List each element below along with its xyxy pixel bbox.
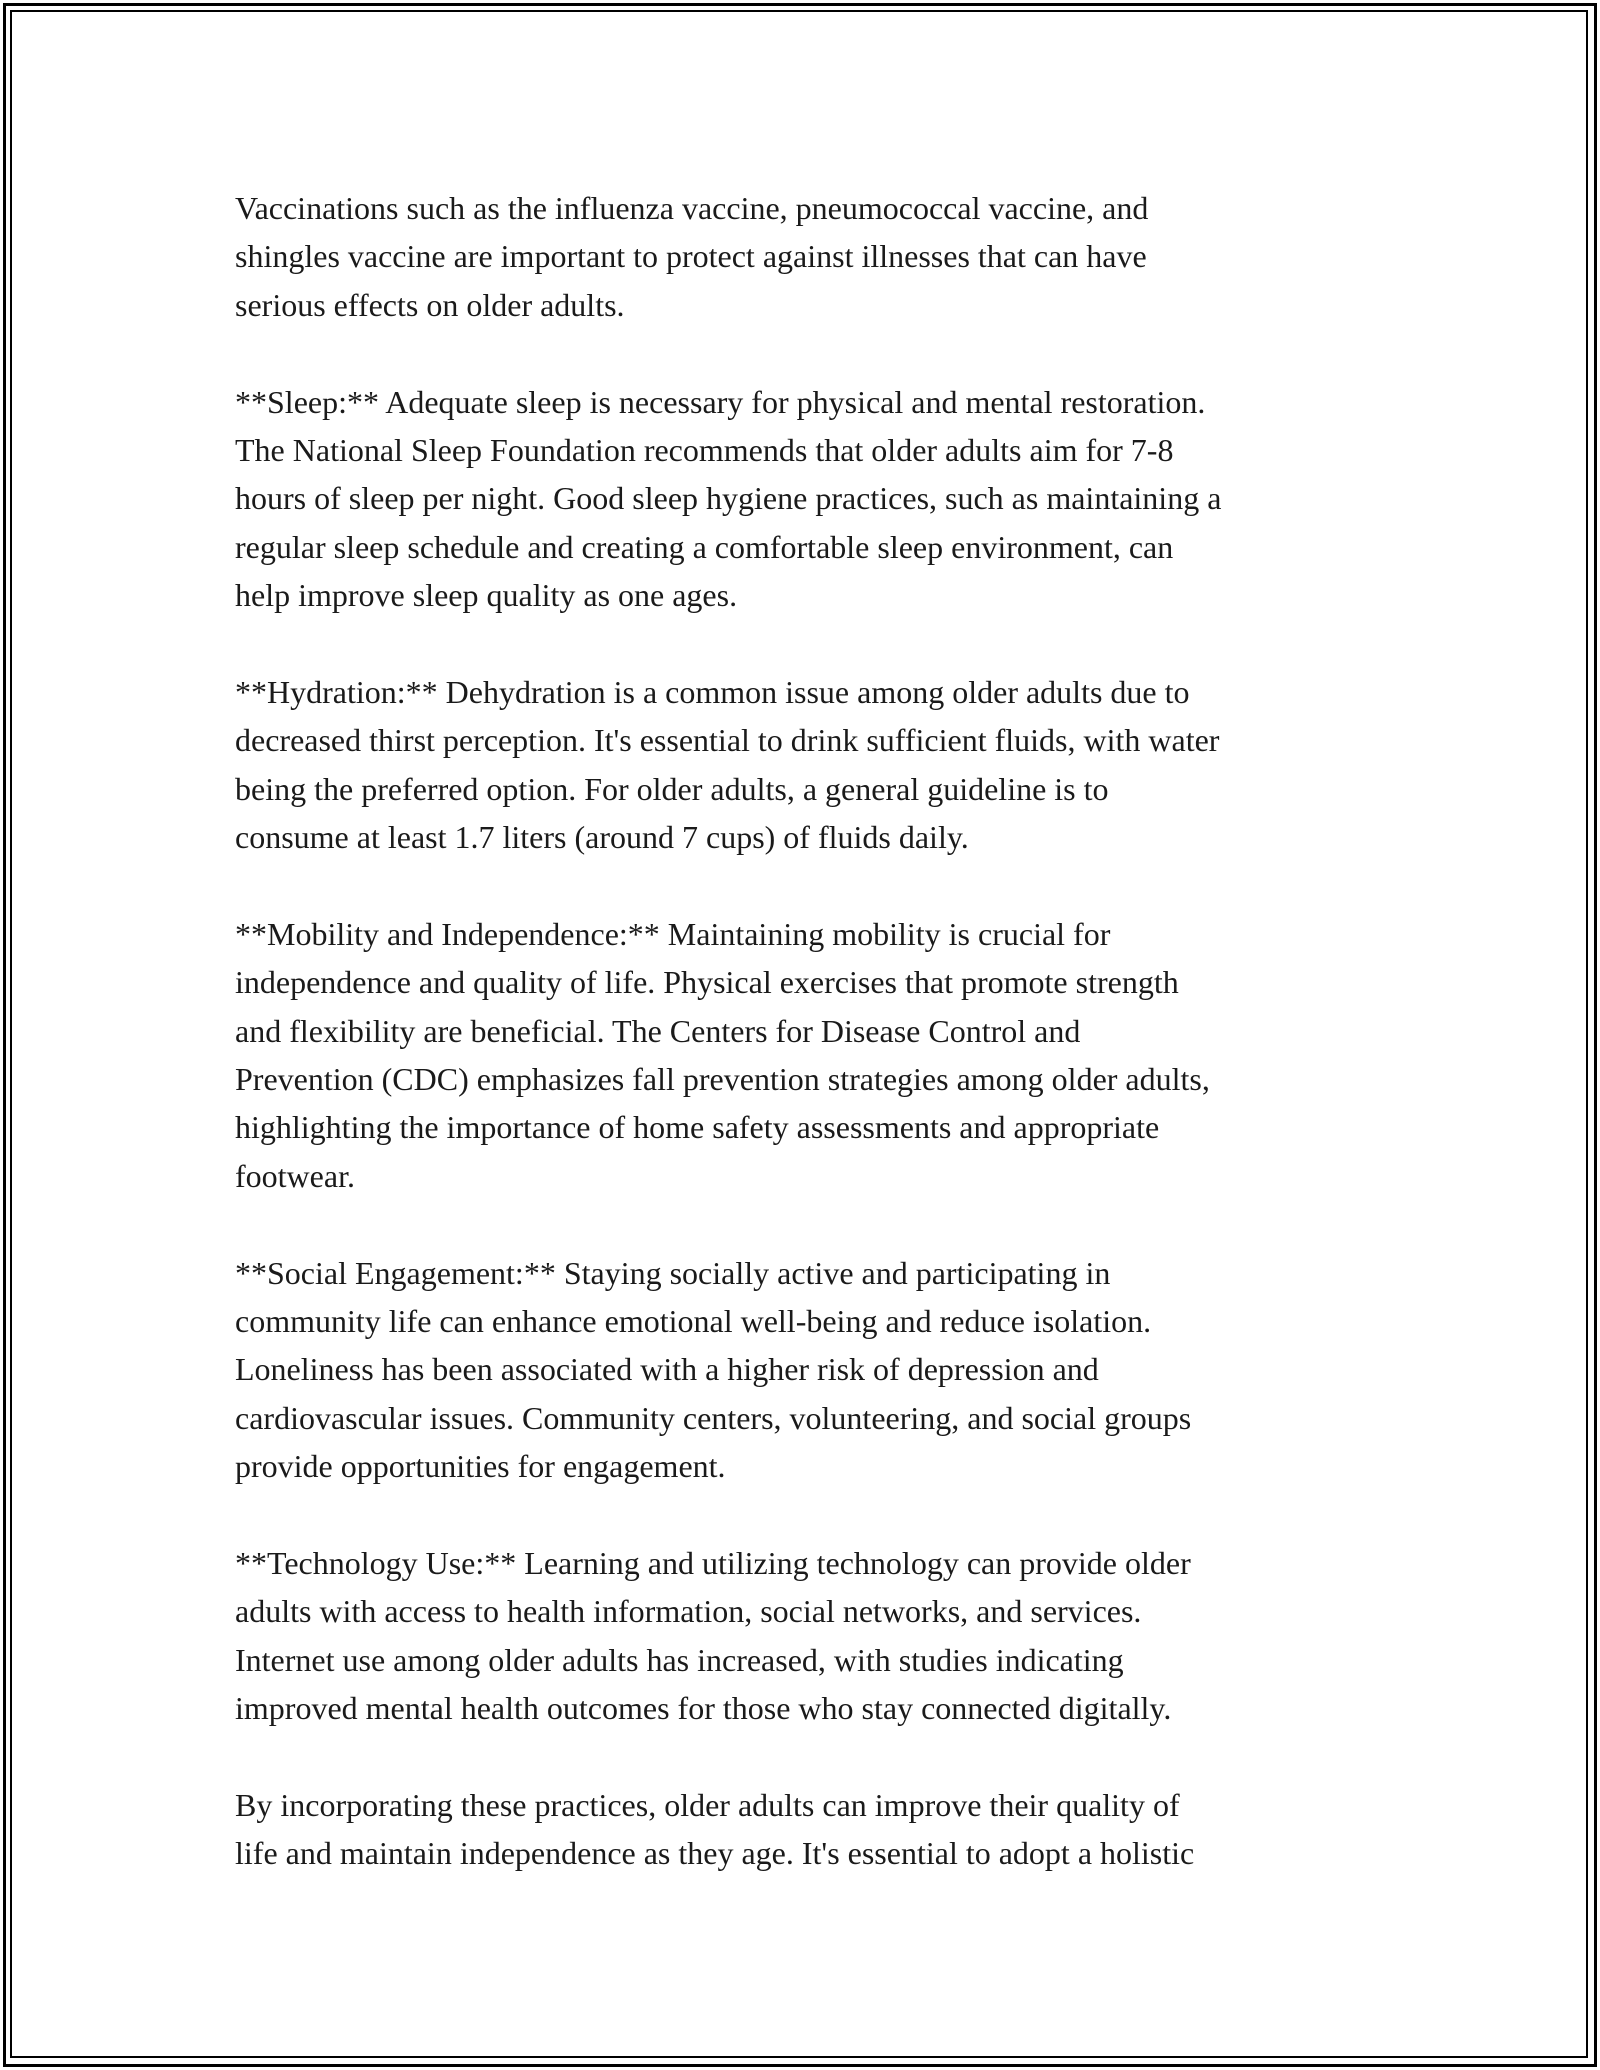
- text-line: shingles vaccine are important to protect against illnesses that can have: [235, 238, 1147, 275]
- text-line: regular sleep schedule and creating a comfortable sleep environment, can: [235, 528, 1174, 565]
- paragraph-vaccinations: [235, 184, 1385, 329]
- text-line: provide opportunities for engagement.: [235, 1448, 726, 1485]
- text-line: adults with access to health information, social networks, and services.: [235, 1593, 1142, 1630]
- text-line: Vaccinations such as the influenza vaccine, pneumococcal vaccine, and: [235, 190, 1149, 226]
- text-line: hours of sleep per night. Good sleep hygiene practices, such as maintaining a: [235, 480, 1222, 517]
- text-line: footwear.: [235, 1157, 355, 1194]
- text-line: **Mobility and Independence:** Maintaining mobility is crucial for: [235, 915, 1111, 952]
- text-line: life and maintain independence as they age. It's essential to adopt a holistic: [235, 1835, 1195, 1872]
- document-body: [235, 184, 1385, 1926]
- text-line: The National Sleep Foundation recommends that older adults aim for 7-8: [235, 431, 1174, 468]
- text-line: Internet use among older adults has increased, with studies indicating: [235, 1641, 1124, 1678]
- text-line: By incorporating these practices, older adults can improve their quality of: [235, 1786, 1180, 1823]
- text-line: highlighting the importance of home safety assessments and appropriate: [235, 1109, 1160, 1146]
- paragraph-social-engagement: [235, 1249, 1385, 1491]
- text-line: **Sleep:** Adequate sleep is necessary for physical and mental restoration.: [235, 383, 1206, 420]
- text-line: Loneliness has been associated with a higher risk of depression and: [235, 1351, 1099, 1388]
- text-line: **Hydration:** Dehydration is a common issue among older adults due to: [235, 673, 1190, 710]
- text-line: independence and quality of life. Physical exercises that promote strength: [235, 964, 1179, 1001]
- text-line: being the preferred option. For older adults, a general guideline is to: [235, 770, 1109, 807]
- text-line: improved mental health outcomes for those who stay connected digitally.: [235, 1690, 1172, 1727]
- text-line: consume at least 1.7 liters (around 7 cups) of fluids daily.: [235, 819, 969, 856]
- paragraph-sleep: [235, 378, 1385, 620]
- text-line: and flexibility are beneficial. The Centers for Disease Control and: [235, 1012, 1081, 1049]
- text-line: **Technology Use:** Learning and utilizing technology can provide older: [235, 1544, 1191, 1581]
- text-line: decreased thirst perception. It's essential to drink sufficient fluids, with water: [235, 722, 1220, 759]
- paragraph-mobility: [235, 910, 1385, 1200]
- text-line: serious effects on older adults.: [235, 286, 625, 323]
- text-line: help improve sleep quality as one ages.: [235, 577, 738, 614]
- paragraph-technology-use: [235, 1539, 1385, 1733]
- paragraph-hydration: [235, 668, 1385, 862]
- text-line: **Social Engagement:** Staying socially active and participating in: [235, 1254, 1111, 1291]
- text-line: Prevention (CDC) emphasizes fall prevention strategies among older adults,: [235, 1061, 1210, 1098]
- text-line: community life can enhance emotional well-being and reduce isolation.: [235, 1302, 1152, 1339]
- text-line: cardiovascular issues. Community centers, volunteering, and social groups: [235, 1399, 1192, 1436]
- paragraph-conclusion: [235, 1781, 1385, 1878]
